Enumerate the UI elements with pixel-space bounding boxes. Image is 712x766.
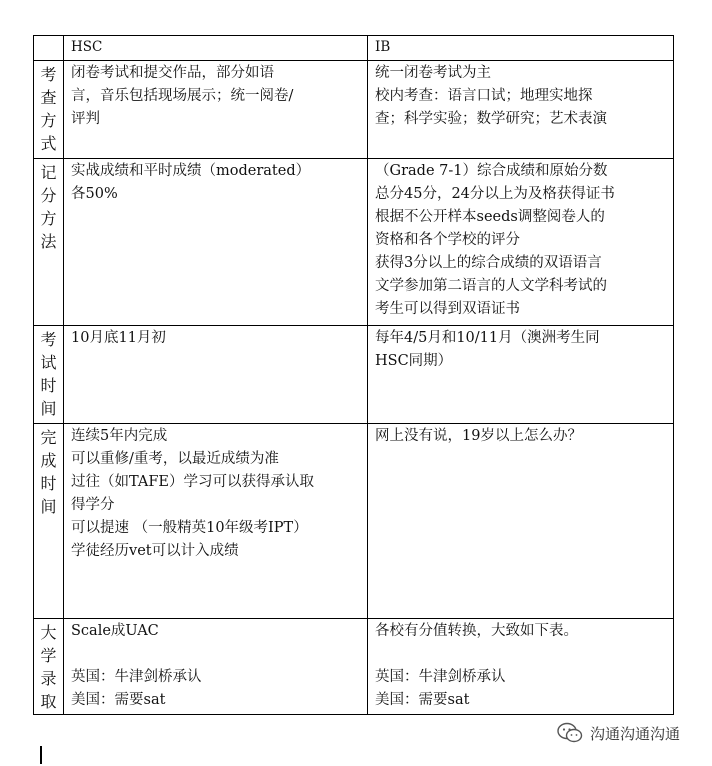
cell-line: 评判 [71,111,100,127]
row-exam-time [34,326,674,424]
row-label-char: 法 [40,232,57,251]
hsc-cell [64,619,368,715]
hsc-cell [64,424,368,619]
cell-line: 校内考查：语言口试；地理实地探 [375,88,593,104]
cell-line: 根据不公开样本seeds调整阅卷人的 [375,209,605,225]
cell-line: 每年4/5月和10/11月（澳洲考生同 [375,330,600,346]
row-label-char: 时 [40,376,57,395]
cell-line: 10月底11月初 [71,330,166,346]
comparison-table [33,35,674,715]
cell-line: 资格和各个学校的评分 [375,232,520,248]
row-label-char: 学 [40,646,57,665]
cell-line [71,643,363,666]
row-label-char: 间 [40,399,57,418]
row-label-char: 分 [40,186,57,205]
cell-line [375,643,669,666]
row-label-char: 录 [40,669,57,688]
row-label-char: 时 [40,474,57,493]
row-label [34,159,64,326]
cell-line: 各校有分值转换，大致如下表。 [375,623,578,639]
cell-line: 美国：需要sat [375,692,470,708]
row-label-char: 完 [40,428,57,447]
cell-line: 连续5年内完成 [71,428,168,444]
row-university-admission [34,619,674,715]
wechat-icon [556,722,584,744]
header-corner-cell [34,36,64,61]
row-label-char: 考 [40,65,57,84]
ib-cell [368,619,674,715]
row-label-char: 式 [40,134,57,153]
row-label [34,61,64,159]
row-label-char: 大 [40,623,57,642]
row-label-char: 试 [40,353,57,372]
cell-line: 闭卷考试和提交作品，部分如语 [71,65,274,81]
row-scoring-method [34,159,674,326]
row-label [34,424,64,619]
row-label-char: 查 [40,88,57,107]
row-label-char: 考 [40,330,57,349]
cell-line: 统一闭卷考试为主 [375,65,491,81]
ib-cell [368,61,674,159]
header-row [34,36,674,61]
cell-line: 可以重修/重考，以最近成绩为准 [71,451,279,467]
ib-cell [368,159,674,326]
cell-line: 过往（如TAFE）学习可以获得承认取 [71,474,314,490]
watermark-text: 沟通沟通沟通 [590,724,681,743]
header-hsc: HSC [64,36,368,61]
row-label [34,326,64,424]
ib-cell [368,326,674,424]
text-cursor [40,746,42,764]
row-label-char: 方 [40,111,57,130]
hsc-cell [64,159,368,326]
hsc-cell [64,326,368,424]
cell-line: 实战成绩和平时成绩（moderated） [71,163,311,179]
cell-line: 学徒经历vet可以计入成绩 [71,543,239,559]
row-label [34,619,64,715]
hsc-cell [64,61,368,159]
row-label-char: 间 [40,497,57,516]
watermark [556,722,680,744]
row-label-char: 方 [40,209,57,228]
row-label-char: 成 [40,451,57,470]
header-ib: IB [368,36,674,61]
cell-line: 文学参加第二语言的人文学科考试的 [375,278,607,294]
cell-line: Scale成UAC [71,623,159,639]
cell-line: HSC同期） [375,353,453,369]
cell-line: 得学分 [71,497,115,513]
cell-line: 言，音乐包括现场展示；统一阅卷/ [71,88,294,104]
cell-line: 总分45分，24分以上为及格获得证书 [375,186,615,202]
cell-line: 美国：需要sat [71,692,166,708]
row-label-char: 记 [40,163,57,182]
cell-line: 网上没有说，19岁以上怎么办？ [375,428,582,444]
cell-line: 英国：牛津剑桥承认 [71,669,202,685]
row-completion-time [34,424,674,619]
cell-line: 可以提速 （一般精英10年级考IPT） [71,520,308,536]
ib-cell [368,424,674,619]
cell-line: 英国：牛津剑桥承认 [375,669,506,685]
cell-line: 各50% [71,186,118,202]
row-label-char: 取 [40,692,57,711]
cell-line: （Grade 7-1）综合成绩和原始分数 [375,163,608,179]
cell-line: 查；科学实验；数学研究；艺术表演 [375,111,607,127]
row-exam-method [34,61,674,159]
cell-line: 获得3分以上的综合成绩的双语语言 [375,255,602,271]
cell-line: 考生可以得到双语证书 [375,301,520,317]
